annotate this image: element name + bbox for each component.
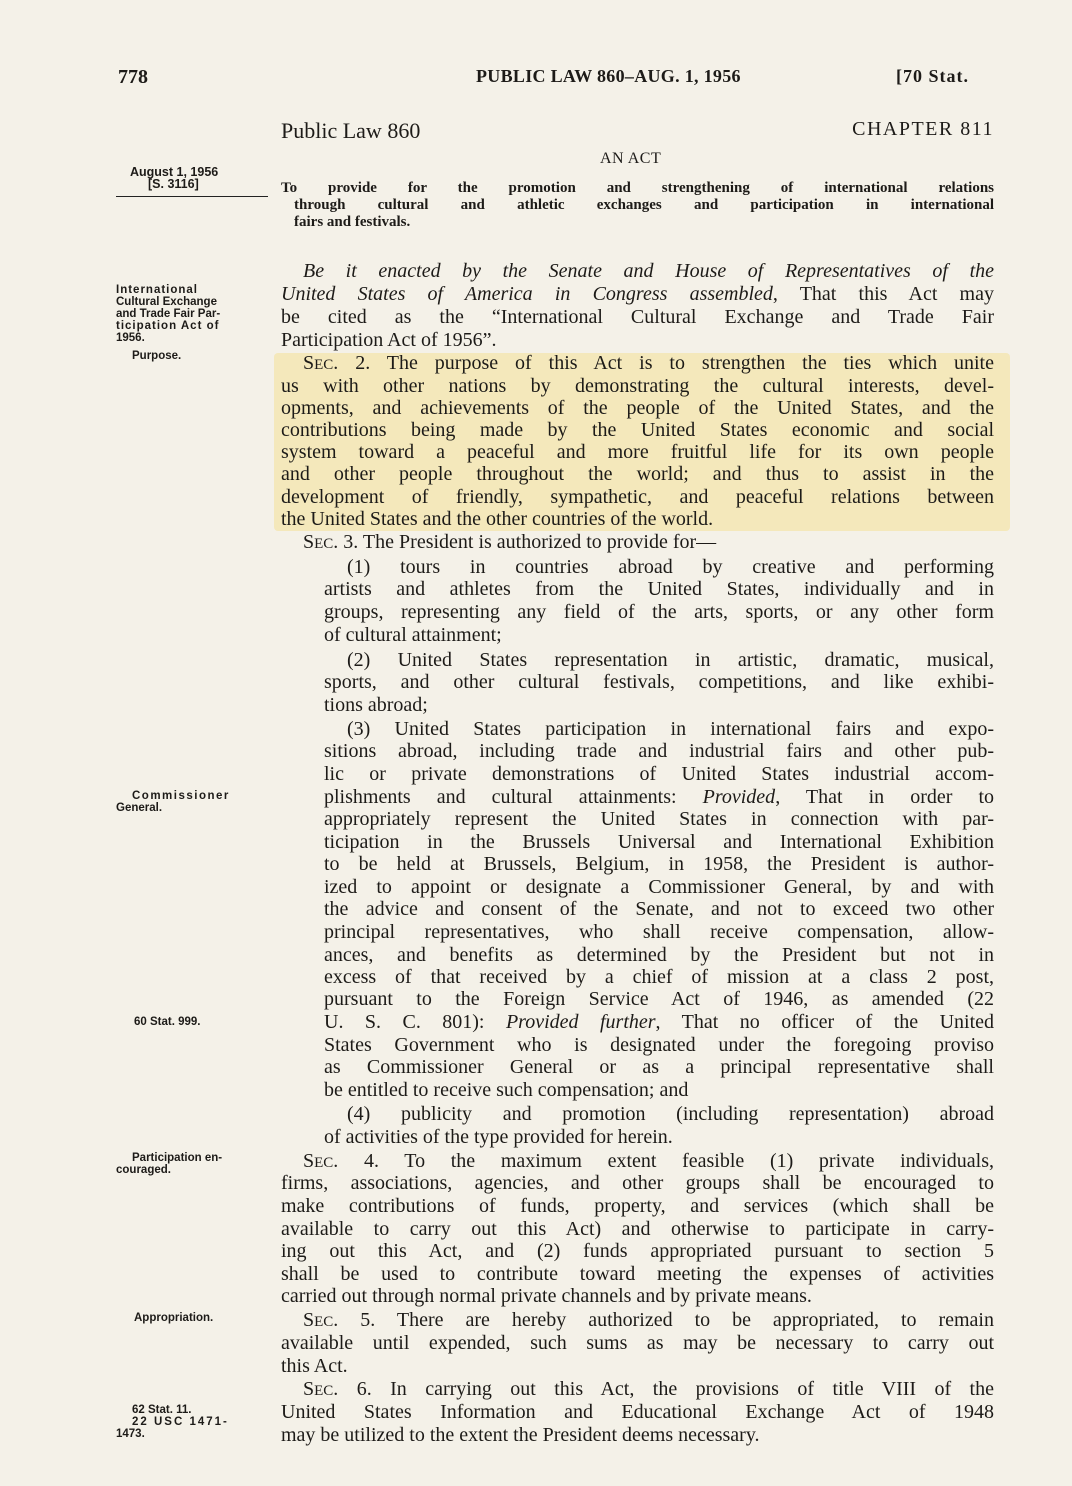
body-line: to be held at Brussels, Belgium, in 1958, the President is author- (324, 853, 994, 875)
body-line: opments, and achievements of the people of the United States, and the (281, 397, 994, 419)
body-line: ing out this Act, and (2) funds appropriated pursuant to section 5 (281, 1240, 994, 1262)
purpose-line: through cultural and athletic exchanges and participation in international (294, 197, 994, 213)
body-line: United States of America in Congress assembled, That this Act may (281, 283, 994, 305)
body-line: firms, associations, agencies, and other groups shall be encouraged to (281, 1172, 994, 1194)
body-line: sitions abroad, including trade and industrial fairs and other pub- (324, 740, 994, 762)
margin-line: and Trade Fair Par- (116, 308, 221, 320)
body-line: ances, and benefits as determined by the President but not in (324, 944, 994, 966)
margin-date-line: August 1, 1956 (130, 165, 219, 179)
body-line: ticipation in the Brussels Universal and International Exhibition (324, 831, 994, 853)
body-line: us with other nations by demonstrating the cultural interests, devel- (281, 375, 994, 397)
body-line: be entitled to receive such compensation; and (324, 1079, 689, 1101)
body-line: the United States and the other countries of the world. (281, 508, 714, 530)
public-law-number: Public Law 860 (281, 118, 421, 143)
body-line: groups, representing any field of the arts, sports, or any other form (324, 601, 994, 623)
body-line: ized to appoint or designate a Commissioner General, by and with (324, 876, 994, 898)
body-line: contributions being made by the United States economic and social (281, 419, 994, 441)
body-line: SEC. 5. There are hereby authorized to be appropriated, to remain (303, 1309, 994, 1331)
statute-reference: [70 Stat. (896, 66, 969, 86)
body-line: (4) publicity and promotion (including representation) abroad (347, 1103, 994, 1125)
body-line: be cited as the “International Cultural Exchange and Trade Fair (281, 306, 994, 328)
body-line: excess of that received by a chief of mission at a class 2 post, (324, 966, 994, 988)
body-line: this Act. (281, 1355, 348, 1377)
body-line: States Government who is designated under the foregoing proviso (324, 1034, 994, 1056)
body-line: U. S. C. 801): Provided further, That no officer of the United (324, 1011, 995, 1033)
margin-line: International (116, 284, 199, 296)
margin-line: couraged. (116, 1164, 171, 1176)
title-row (281, 118, 994, 146)
purpose-line: To provide for the promotion and strengthening of international relations (281, 180, 994, 196)
page-number: 778 (118, 66, 148, 88)
body-line: SEC. 2. The purpose of this Act is to strengthen the ties which unite (303, 352, 994, 374)
page-header (0, 66, 1072, 96)
body-line: (2) United States representation in artistic, dramatic, musical, (347, 649, 994, 671)
margin-line: General. (116, 802, 163, 814)
margin-line: Commissioner (132, 790, 230, 802)
body-line: as Commissioner General or as a principal representative shall (324, 1056, 994, 1078)
body-line: Be it enacted by the Senate and House of Representatives of the (303, 260, 994, 282)
body-line: of cultural attainment; (324, 624, 502, 646)
body-line: of activities of the type provided for herein. (324, 1126, 673, 1148)
body-line: (3) United States participation in international fairs and expo- (347, 718, 994, 740)
margin-line: 1956. (116, 332, 145, 344)
body-line: carried out through normal private channels and by private means. (281, 1285, 812, 1307)
body-line: system toward a peaceful and more fruitful life for its own people (281, 441, 994, 463)
margin-stat-11 (116, 1404, 266, 1440)
body-line: (1) tours in countries abroad by creative and performing (347, 556, 994, 578)
margin-line: 1473. (116, 1428, 145, 1440)
margin-appropriation: Appropriation. (134, 1312, 214, 1324)
body-line: development of friendly, sympathetic, and peaceful relations between (281, 486, 994, 508)
margin-stat-999: 60 Stat. 999. (134, 1016, 201, 1028)
body-line: sports, and other cultural festivals, competitions, and like exhibi- (324, 671, 994, 693)
body-line: available to carry out this Act) and otherwise to participate in carry- (281, 1218, 994, 1240)
running-head: PUBLIC LAW 860–AUG. 1, 1956 (476, 66, 741, 86)
body-line: shall be used to contribute toward meeting the expenses of activities (281, 1263, 994, 1285)
body-line: SEC. 3. The President is authorized to provide for— (303, 531, 717, 553)
margin-commissioner (116, 790, 266, 814)
margin-line: 22 USC 1471- (132, 1416, 229, 1428)
body-line: tions abroad; (324, 694, 428, 716)
body-line: appropriately represent the United States in connection with par- (324, 808, 994, 830)
body-line: Participation Act of 1956”. (281, 329, 497, 351)
body-line: and other people throughout the world; and thus to assist in the (281, 463, 994, 485)
chapter-number: CHAPTER 811 (852, 118, 994, 140)
body-line: plishments and cultural attainments: Provided, That in order to (324, 786, 994, 808)
body-line: artists and athletes from the United States, individually and in (324, 578, 994, 600)
body-line: available until expended, such sums as may be necessary to carry out (281, 1332, 994, 1354)
margin-bill-number: [S. 3116] (148, 177, 199, 191)
act-purpose (281, 180, 994, 231)
margin-participation (116, 1152, 266, 1176)
margin-line: ticipation Act of (116, 320, 220, 332)
margin-short-title (116, 284, 266, 344)
margin-line: 62 Stat. 11. (132, 1404, 192, 1416)
margin-date (116, 166, 266, 190)
body-line: lic or private demonstrations of United States industrial accom- (324, 763, 994, 785)
margin-rule (116, 196, 268, 197)
margin-purpose: Purpose. (132, 350, 182, 362)
purpose-line: fairs and festivals. (294, 214, 411, 230)
body-line: the advice and consent of the Senate, and not to exceed two other (324, 898, 994, 920)
margin-line: Cultural Exchange (116, 296, 217, 308)
body-line: make contributions of funds, property, and services (which shall be (281, 1195, 994, 1217)
body-line: pursuant to the Foreign Service Act of 1946, as amended (22 (324, 988, 994, 1010)
margin-line: Participation en- (132, 1152, 223, 1164)
body-line: SEC. 6. In carrying out this Act, the provisions of title VIII of the (303, 1378, 994, 1400)
body-line: SEC. 4. To the maximum extent feasible (1) private individuals, (303, 1150, 994, 1172)
body-line: United States Information and Educational Exchange Act of 1948 (281, 1401, 994, 1423)
an-act-heading: AN ACT (600, 150, 662, 167)
body-line: principal representatives, who shall receive compensation, allow- (324, 921, 994, 943)
body-line: may be utilized to the extent the President deems necessary. (281, 1424, 760, 1446)
